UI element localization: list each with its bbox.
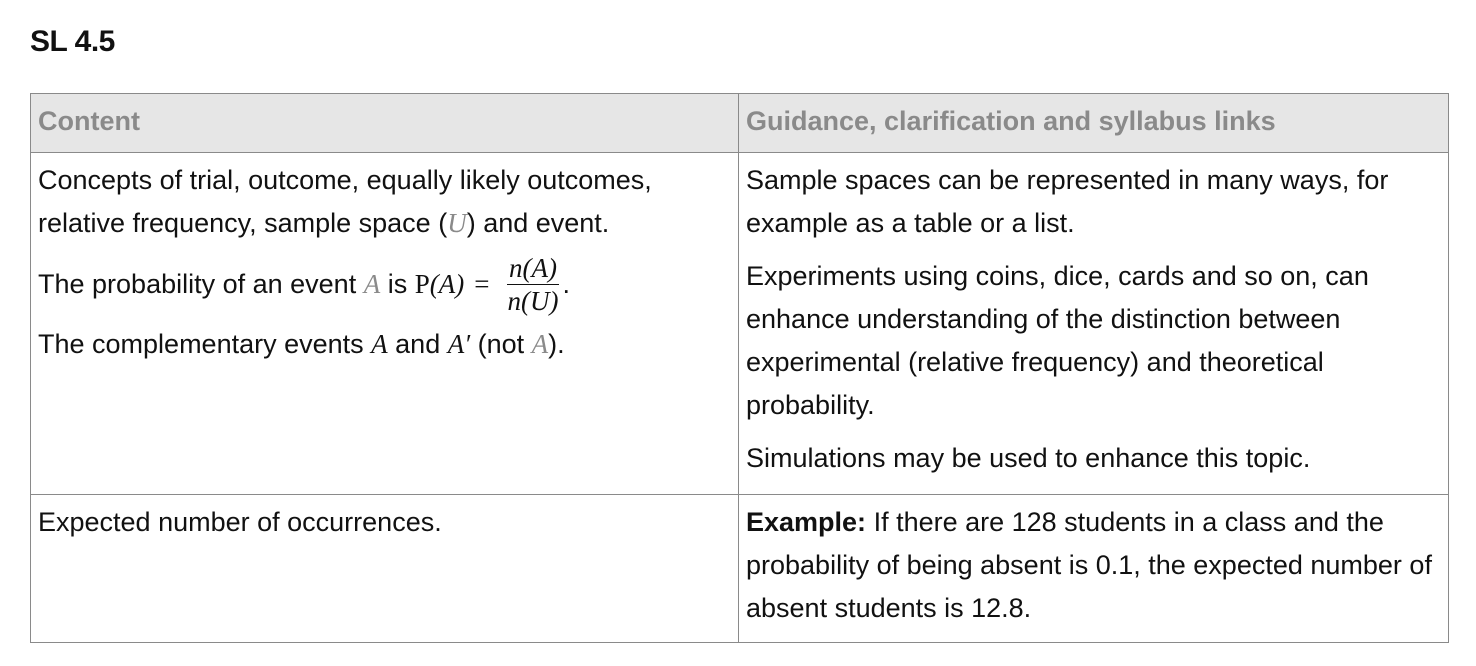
content-cell bbox=[31, 495, 739, 643]
expected-number-text: Expected number of occurrences. bbox=[38, 507, 442, 537]
header-guidance: Guidance, clarification and syllabus links bbox=[739, 94, 1449, 153]
complementary-text: The complementary events A and A′ (not A). bbox=[38, 329, 565, 359]
sample-space-symbol: U bbox=[447, 208, 467, 238]
syllabus-table bbox=[30, 93, 1449, 643]
fraction-numerator: n(A) bbox=[508, 252, 557, 283]
header-content: Content bbox=[31, 94, 739, 153]
table-row bbox=[31, 495, 1449, 643]
page-title: SL 4.5 bbox=[30, 25, 115, 58]
guidance-para-3: Simulations may be used to enhance this topic. bbox=[746, 443, 1311, 473]
example-label: Example: bbox=[746, 507, 867, 537]
guidance-para-1: Sample spaces can be represented in many ways, for example as a table or a list. bbox=[746, 165, 1389, 238]
guidance-cell bbox=[739, 153, 1449, 495]
content-cell bbox=[31, 153, 739, 495]
guidance-cell bbox=[739, 495, 1449, 643]
concepts-text: Concepts of trial, outcome, equally likely outcomes, relative frequency, sample space (U) and event. bbox=[38, 165, 652, 238]
table-header-row bbox=[31, 94, 1449, 153]
probability-definition: The probability of an event A is P (A) = $\frac{n(A)}{n(U)}$ . bbox=[38, 252, 570, 316]
fraction-denominator: n(U) bbox=[507, 285, 559, 316]
probability-fraction bbox=[505, 252, 560, 317]
guidance-para-2: Experiments using coins, dice, cards and so on, can enhance understanding of the distinction between experimental (relative frequency) and theoretical probability. bbox=[746, 261, 1369, 420]
example-text: Example: If there are 128 students in a class and the probability of being absent is 0.1, the expected number of absent students is 12.8. bbox=[746, 507, 1432, 623]
table-row bbox=[31, 153, 1449, 495]
